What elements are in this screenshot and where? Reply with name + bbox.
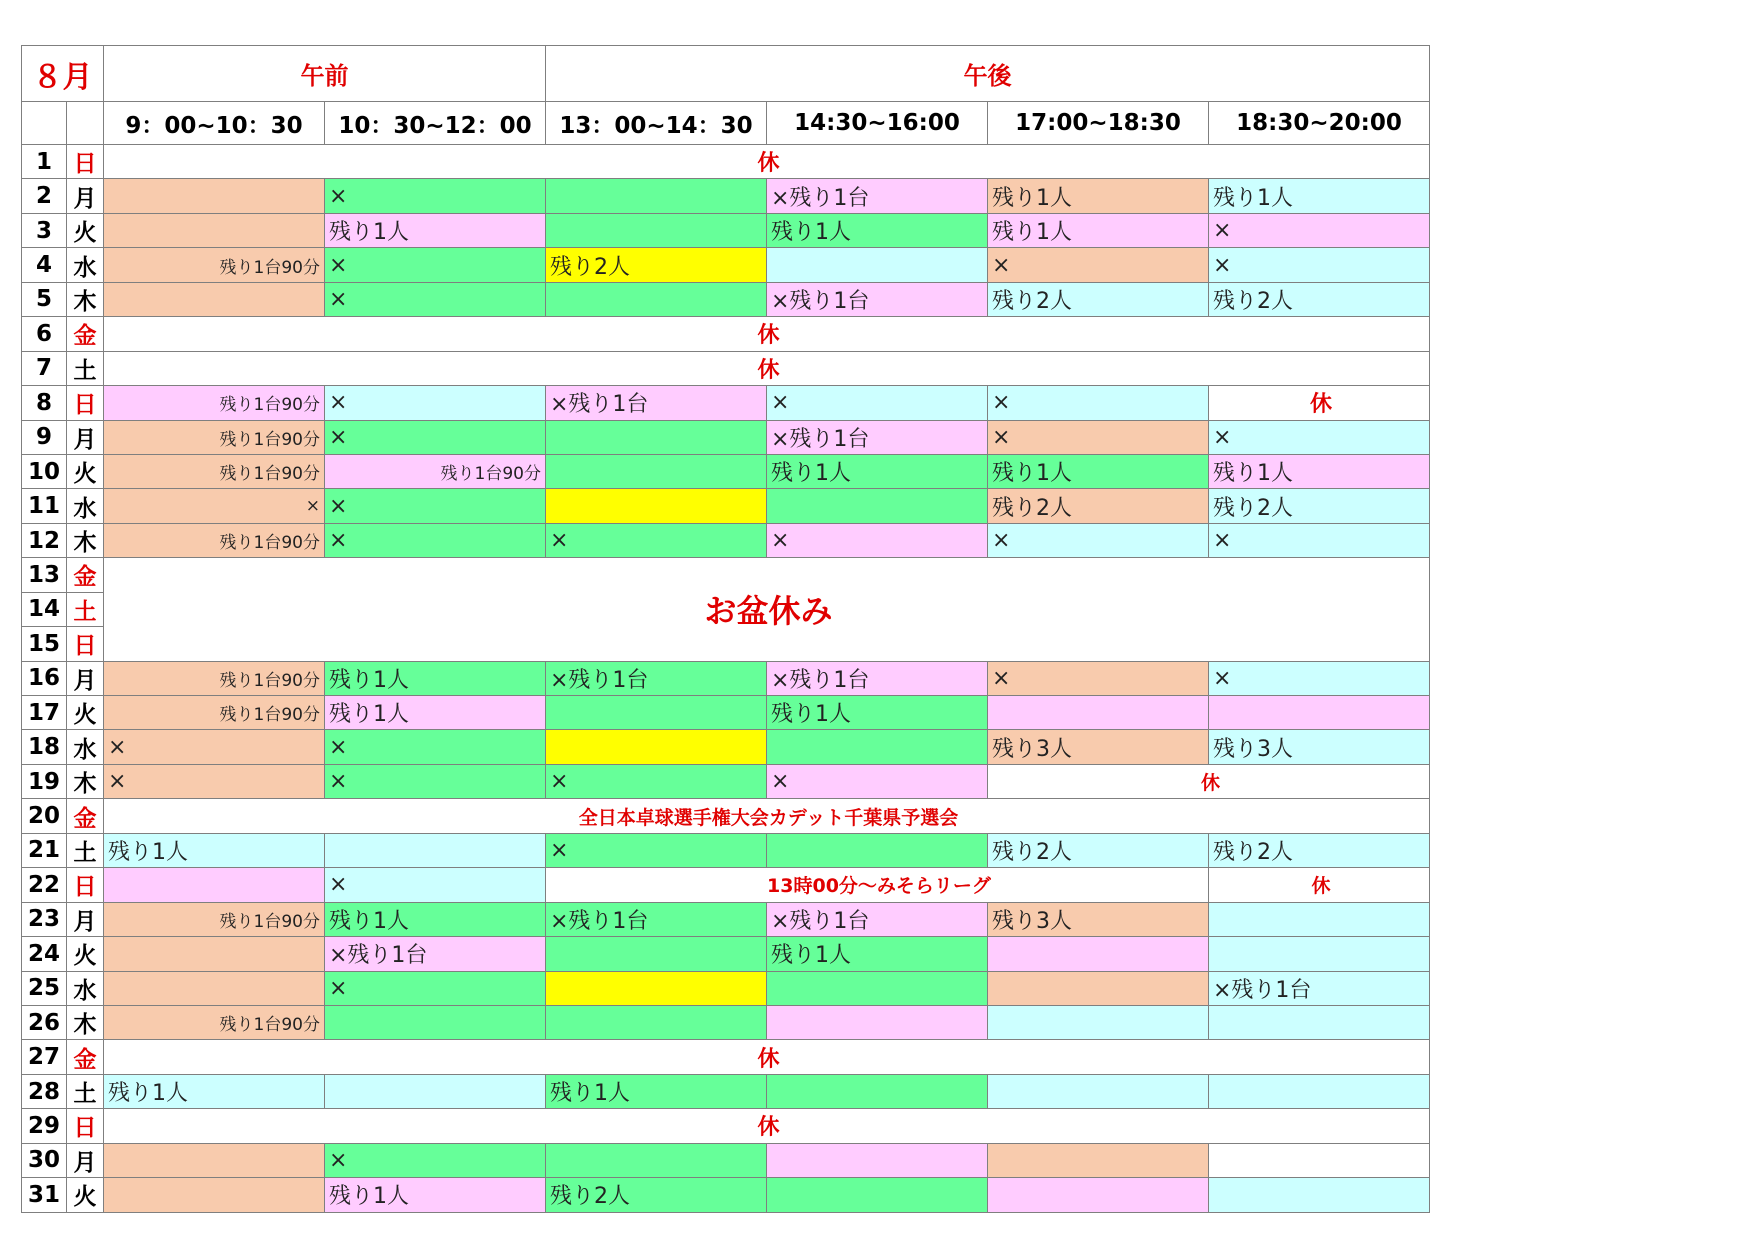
weekday-label: 金 xyxy=(67,558,104,592)
closed-notice: 休 xyxy=(104,1040,1430,1074)
slot-cell xyxy=(104,1143,325,1177)
slot-cell: × xyxy=(325,730,546,764)
slot-cell: × xyxy=(325,489,546,523)
slot-cell: ×残り1台 xyxy=(767,902,988,936)
slot-cell: 残り2人 xyxy=(1209,489,1430,523)
closed-notice: 休 xyxy=(104,145,1430,179)
slot-cell: 残り1人 xyxy=(1209,179,1430,213)
day-number: 28 xyxy=(22,1074,67,1108)
slot-cell: ×残り1台 xyxy=(767,420,988,454)
weekday-label: 日 xyxy=(67,1109,104,1143)
day-number: 8 xyxy=(22,386,67,420)
day-row xyxy=(22,386,1430,420)
slot-cell xyxy=(767,1178,988,1212)
slot-cell: ×残り1台 xyxy=(546,902,767,936)
closed-notice: 全日本卓球選手権大会カデット千葉県予選会 xyxy=(104,799,1430,833)
weekday-label: 日 xyxy=(67,868,104,902)
slot-cell: 残り1人 xyxy=(767,454,988,488)
day-number: 24 xyxy=(22,937,67,971)
slot-cell: 残り1台90分 xyxy=(104,248,325,282)
header-row-times xyxy=(22,102,1430,145)
weekday-label: 金 xyxy=(67,799,104,833)
day-row xyxy=(22,764,1430,798)
slot-cell xyxy=(988,971,1209,1005)
slot-cell xyxy=(767,489,988,523)
slot-cell: 残り2人 xyxy=(988,489,1209,523)
weekday-label: 木 xyxy=(67,523,104,557)
day-row xyxy=(22,937,1430,971)
weekday-label: 土 xyxy=(67,592,104,626)
closed-notice: 13時00分～みそらリーグ xyxy=(546,868,1209,902)
slot-cell: 残り1人 xyxy=(546,1074,767,1108)
slot-cell xyxy=(325,1005,546,1039)
day-number: 11 xyxy=(22,489,67,523)
slot-cell: 残り1人 xyxy=(988,454,1209,488)
slot-cell: × xyxy=(325,179,546,213)
day-number: 25 xyxy=(22,971,67,1005)
day-number: 3 xyxy=(22,213,67,247)
time-slot-header: 9：00~10：30 xyxy=(104,102,325,145)
slot-cell: × xyxy=(325,868,546,902)
slot-cell: ×残り1台 xyxy=(1209,971,1430,1005)
slot-cell xyxy=(546,1005,767,1039)
slot-cell: 残り2人 xyxy=(988,282,1209,316)
slot-cell: × xyxy=(767,386,988,420)
weekday-label: 木 xyxy=(67,1005,104,1039)
day-number: 9 xyxy=(22,420,67,454)
day-number: 19 xyxy=(22,764,67,798)
day-row xyxy=(22,351,1430,385)
slot-cell: × xyxy=(988,523,1209,557)
day-number: 6 xyxy=(22,317,67,351)
slot-cell xyxy=(546,1143,767,1177)
slot-cell: 残り1人 xyxy=(104,1074,325,1108)
day-row xyxy=(22,523,1430,557)
slot-cell: 残り1台90分 xyxy=(104,523,325,557)
slot-cell xyxy=(104,971,325,1005)
slot-cell: ×残り1台 xyxy=(767,661,988,695)
weekday-label: 月 xyxy=(67,1143,104,1177)
time-slot-header: 18:30~20:00 xyxy=(1209,102,1430,145)
slot-cell: × xyxy=(1209,213,1430,247)
day-number: 1 xyxy=(22,145,67,179)
slot-cell xyxy=(546,213,767,247)
day-number: 2 xyxy=(22,179,67,213)
slot-cell xyxy=(767,1005,988,1039)
slot-cell xyxy=(325,1074,546,1108)
day-row xyxy=(22,317,1430,351)
day-row xyxy=(22,558,1430,592)
day-row xyxy=(22,489,1430,523)
slot-cell: 残り1人 xyxy=(325,902,546,936)
slot-cell xyxy=(988,1005,1209,1039)
day-number: 18 xyxy=(22,730,67,764)
slot-cell: 残り2人 xyxy=(546,248,767,282)
weekday-label: 月 xyxy=(67,179,104,213)
day-row xyxy=(22,696,1430,730)
day-row xyxy=(22,213,1430,247)
slot-cell xyxy=(546,696,767,730)
slot-cell: 残り2人 xyxy=(1209,282,1430,316)
slot-cell: 残り1人 xyxy=(325,213,546,247)
day-number: 13 xyxy=(22,558,67,592)
day-number: 29 xyxy=(22,1109,67,1143)
day-row xyxy=(22,248,1430,282)
weekday-label: 水 xyxy=(67,971,104,1005)
slot-cell: 残り1台90分 xyxy=(104,902,325,936)
weekday-label: 日 xyxy=(67,627,104,661)
slot-cell xyxy=(1209,696,1430,730)
weekday-label: 水 xyxy=(67,489,104,523)
day-row xyxy=(22,730,1430,764)
day-row xyxy=(22,1178,1430,1212)
weekday-label: 火 xyxy=(67,1178,104,1212)
slot-cell: 残り1台90分 xyxy=(104,386,325,420)
day-number: 30 xyxy=(22,1143,67,1177)
slot-cell: 残り1人 xyxy=(325,1178,546,1212)
slot-cell: × xyxy=(325,282,546,316)
slot-cell xyxy=(767,730,988,764)
slot-cell xyxy=(1209,1143,1430,1177)
slot-cell: ×残り1台 xyxy=(325,937,546,971)
slot-cell xyxy=(546,454,767,488)
slot-cell xyxy=(546,489,767,523)
slot-cell xyxy=(767,833,988,867)
schedule-body xyxy=(22,46,1430,1213)
slot-cell xyxy=(767,971,988,1005)
slot-cell xyxy=(546,937,767,971)
weekday-label: 水 xyxy=(67,248,104,282)
slot-cell: 残り2人 xyxy=(1209,833,1430,867)
month-title: ８月 xyxy=(22,46,104,102)
slot-cell: × xyxy=(325,764,546,798)
weekday-label: 土 xyxy=(67,1074,104,1108)
am-period-header: 午前 xyxy=(104,46,546,102)
slot-cell: × xyxy=(325,971,546,1005)
weekday-label: 月 xyxy=(67,420,104,454)
weekday-label: 木 xyxy=(67,764,104,798)
day-row xyxy=(22,454,1430,488)
day-row xyxy=(22,799,1430,833)
weekday-label: 土 xyxy=(67,833,104,867)
slot-cell: × xyxy=(988,661,1209,695)
slot-cell: 残り1人 xyxy=(988,213,1209,247)
closed-notice: 休 xyxy=(104,351,1430,385)
slot-cell: × xyxy=(104,730,325,764)
day-number: 12 xyxy=(22,523,67,557)
slot-cell: × xyxy=(767,523,988,557)
slot-cell: 残り1人 xyxy=(325,661,546,695)
day-number: 4 xyxy=(22,248,67,282)
slot-cell xyxy=(1209,1074,1430,1108)
slot-cell: ×残り1台 xyxy=(767,179,988,213)
slot-cell: × xyxy=(1209,420,1430,454)
day-row xyxy=(22,282,1430,316)
closed-notice: 休 xyxy=(104,317,1430,351)
time-slot-header: 14:30~16:00 xyxy=(767,102,988,145)
slot-cell: × xyxy=(988,420,1209,454)
day-number: 20 xyxy=(22,799,67,833)
slot-cell xyxy=(546,730,767,764)
weekday-label: 火 xyxy=(67,937,104,971)
slot-cell xyxy=(988,1178,1209,1212)
closed-notice: 休 xyxy=(1209,868,1430,902)
day-number: 16 xyxy=(22,661,67,695)
weekday-label: 火 xyxy=(67,454,104,488)
slot-cell: × xyxy=(546,833,767,867)
slot-cell xyxy=(1209,1005,1430,1039)
slot-cell: ×残り1台 xyxy=(767,282,988,316)
day-number: 5 xyxy=(22,282,67,316)
slot-cell xyxy=(988,1143,1209,1177)
slot-cell xyxy=(546,282,767,316)
slot-cell xyxy=(988,937,1209,971)
august-schedule-table xyxy=(21,45,1430,1213)
slot-cell xyxy=(104,179,325,213)
slot-cell: 残り1人 xyxy=(325,696,546,730)
slot-cell: 残り1台90分 xyxy=(104,661,325,695)
slot-cell xyxy=(767,1143,988,1177)
slot-cell xyxy=(988,696,1209,730)
day-row xyxy=(22,1074,1430,1108)
slot-cell: ×残り1台 xyxy=(546,661,767,695)
weekday-label: 土 xyxy=(67,351,104,385)
slot-cell xyxy=(767,248,988,282)
day-row xyxy=(22,833,1430,867)
day-number: 7 xyxy=(22,351,67,385)
slot-cell: 残り1人 xyxy=(767,213,988,247)
slot-cell: × xyxy=(1209,661,1430,695)
slot-cell xyxy=(104,213,325,247)
slot-cell: × xyxy=(1209,523,1430,557)
slot-cell xyxy=(546,179,767,213)
weekday-label: 日 xyxy=(67,145,104,179)
day-row xyxy=(22,1143,1430,1177)
weekday-column-header xyxy=(67,102,104,145)
slot-cell: 残り1台90分 xyxy=(104,454,325,488)
slot-cell: 残り1台90分 xyxy=(104,696,325,730)
day-row xyxy=(22,868,1430,902)
slot-cell: × xyxy=(546,764,767,798)
weekday-label: 火 xyxy=(67,213,104,247)
slot-cell xyxy=(104,868,325,902)
day-number: 21 xyxy=(22,833,67,867)
slot-cell: × xyxy=(325,420,546,454)
slot-cell: 残り1人 xyxy=(1209,454,1430,488)
time-slot-header: 10：30~12：00 xyxy=(325,102,546,145)
slot-cell: 残り2人 xyxy=(988,833,1209,867)
weekday-label: 金 xyxy=(67,1040,104,1074)
slot-cell: × xyxy=(325,523,546,557)
slot-cell xyxy=(546,420,767,454)
slot-cell: × xyxy=(767,764,988,798)
day-row xyxy=(22,179,1430,213)
pm-period-header: 午後 xyxy=(546,46,1430,102)
day-row xyxy=(22,902,1430,936)
slot-cell: ×残り1台 xyxy=(546,386,767,420)
slot-cell xyxy=(104,282,325,316)
slot-cell: 残り1人 xyxy=(988,179,1209,213)
slot-cell: 残り1台90分 xyxy=(104,420,325,454)
time-slot-header: 13：00~14：30 xyxy=(546,102,767,145)
weekday-label: 金 xyxy=(67,317,104,351)
slot-cell: 残り2人 xyxy=(546,1178,767,1212)
weekday-label: 月 xyxy=(67,661,104,695)
day-row xyxy=(22,145,1430,179)
day-number: 10 xyxy=(22,454,67,488)
header-row-periods xyxy=(22,46,1430,102)
day-column-header xyxy=(22,102,67,145)
weekday-label: 火 xyxy=(67,696,104,730)
day-number: 15 xyxy=(22,627,67,661)
day-number: 27 xyxy=(22,1040,67,1074)
time-slot-header: 17:00~18:30 xyxy=(988,102,1209,145)
slot-cell: × xyxy=(546,523,767,557)
slot-cell: 残り1人 xyxy=(767,696,988,730)
day-number: 31 xyxy=(22,1178,67,1212)
slot-cell xyxy=(104,1178,325,1212)
day-number: 22 xyxy=(22,868,67,902)
weekday-label: 日 xyxy=(67,386,104,420)
weekday-label: 水 xyxy=(67,730,104,764)
slot-cell: 残り1人 xyxy=(767,937,988,971)
slot-cell: × xyxy=(104,764,325,798)
slot-cell: × xyxy=(988,248,1209,282)
slot-cell xyxy=(1209,902,1430,936)
day-number: 17 xyxy=(22,696,67,730)
day-row xyxy=(22,1005,1430,1039)
slot-cell xyxy=(546,971,767,1005)
slot-cell xyxy=(325,833,546,867)
slot-cell: 残り1台90分 xyxy=(104,1005,325,1039)
slot-cell xyxy=(767,1074,988,1108)
day-row xyxy=(22,661,1430,695)
slot-cell: × xyxy=(1209,248,1430,282)
weekday-label: 木 xyxy=(67,282,104,316)
day-row xyxy=(22,1040,1430,1074)
slot-cell: × xyxy=(325,386,546,420)
slot-cell: 残り3人 xyxy=(988,730,1209,764)
day-row xyxy=(22,971,1430,1005)
slot-cell: 残り1台90分 xyxy=(325,454,546,488)
day-number: 23 xyxy=(22,902,67,936)
slot-cell xyxy=(1209,937,1430,971)
slot-cell: 残り3人 xyxy=(1209,730,1430,764)
closed-notice: 休 xyxy=(1209,386,1430,420)
slot-cell: × xyxy=(104,489,325,523)
closed-notice: 休 xyxy=(988,764,1430,798)
slot-cell: × xyxy=(325,1143,546,1177)
slot-cell: × xyxy=(988,386,1209,420)
closed-notice: お盆休み xyxy=(104,558,1430,661)
slot-cell xyxy=(1209,1178,1430,1212)
slot-cell: 残り1人 xyxy=(104,833,325,867)
day-number: 14 xyxy=(22,592,67,626)
day-number: 26 xyxy=(22,1005,67,1039)
slot-cell: 残り3人 xyxy=(988,902,1209,936)
day-row xyxy=(22,1109,1430,1143)
closed-notice: 休 xyxy=(104,1109,1430,1143)
slot-cell xyxy=(988,1074,1209,1108)
slot-cell: × xyxy=(325,248,546,282)
day-row xyxy=(22,420,1430,454)
slot-cell xyxy=(104,937,325,971)
weekday-label: 月 xyxy=(67,902,104,936)
